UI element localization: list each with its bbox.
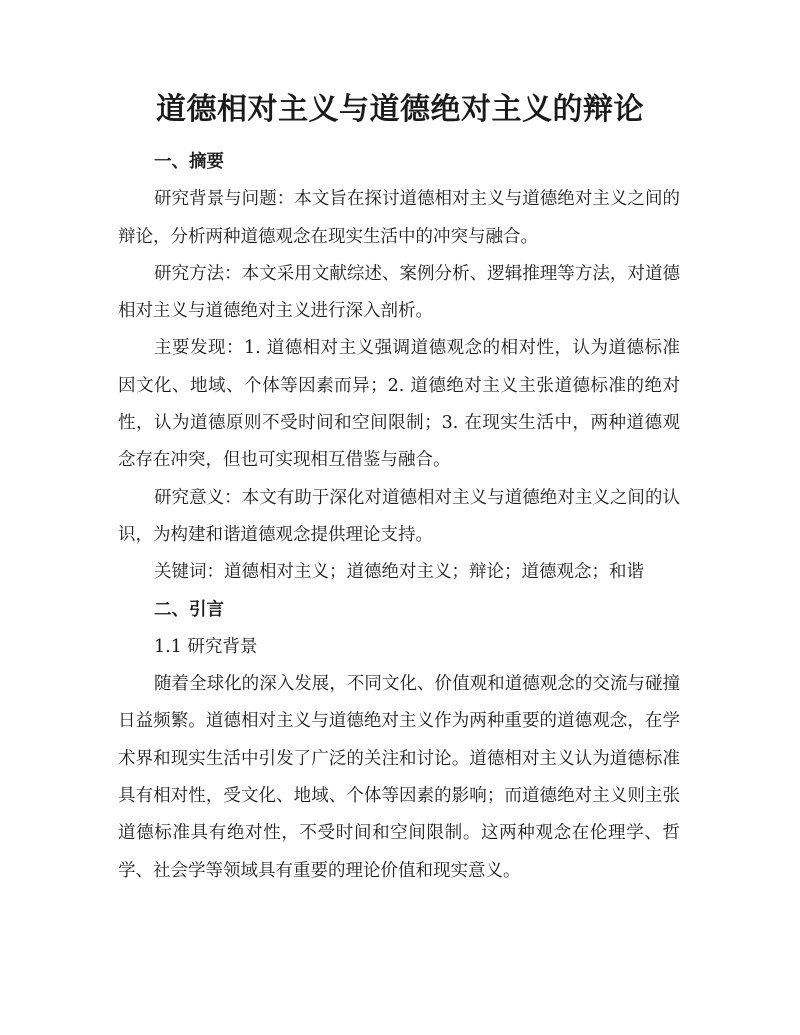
document-title: 道德相对主义与道德绝对主义的辩论 <box>156 92 644 127</box>
abstract-method-paragraph: 研究方法：本文采用文献综述、案例分析、逻辑推理等方法，对道德相对主义与道德绝对主义进行深入剖析。 <box>118 263 680 322</box>
abstract-background-paragraph: 研究背景与问题：本文旨在探讨道德相对主义与道德绝对主义之间的辩论，分析两种道德观念在现实生活中的冲突与融合。 <box>118 189 680 247</box>
section-heading-abstract: 一、摘要 <box>154 152 224 172</box>
introduction-background-paragraph: 随着全球化的深入发展，不同文化、价值观和道德观念的交流与碰撞日益频繁。道德相对主义与道德绝对主义作为两种重要的道德观念，在学术界和现实生活中引发了广泛的关注和讨论。道德相对主义认为道德标准具有相对性，受文化、地域、个体等因素的影响；而道德绝对主义则主张道德标准具有绝对性，不受时间和空间限制。这两种观念在伦理学、哲学、社会学等领域具有重要的理论价值和现实意义。 <box>118 674 680 881</box>
abstract-findings-paragraph: 主要发现：1. 道德相对主义强调道德观念的相对性，认为道德标准因文化、地域、个体等因素而异；2. 道德绝对主义主张道德标准的绝对性，认为道德原则不受时间和空间限制；3. 在现实生活中，两种道德观念存在冲突，但也可实现相互借鉴与融合。 <box>118 338 680 471</box>
subsection-heading-background: 1.1 研究背景 <box>154 636 258 657</box>
abstract-keywords: 关键词：道德相对主义；道德绝对主义；辩论；道德观念；和谐 <box>154 562 644 583</box>
abstract-significance-paragraph: 研究意义：本文有助于深化对道德相对主义与道德绝对主义之间的认识，为构建和谐道德观念提供理论支持。 <box>118 487 680 545</box>
document-body <box>118 144 680 890</box>
section-heading-introduction: 二、引言 <box>154 599 224 620</box>
